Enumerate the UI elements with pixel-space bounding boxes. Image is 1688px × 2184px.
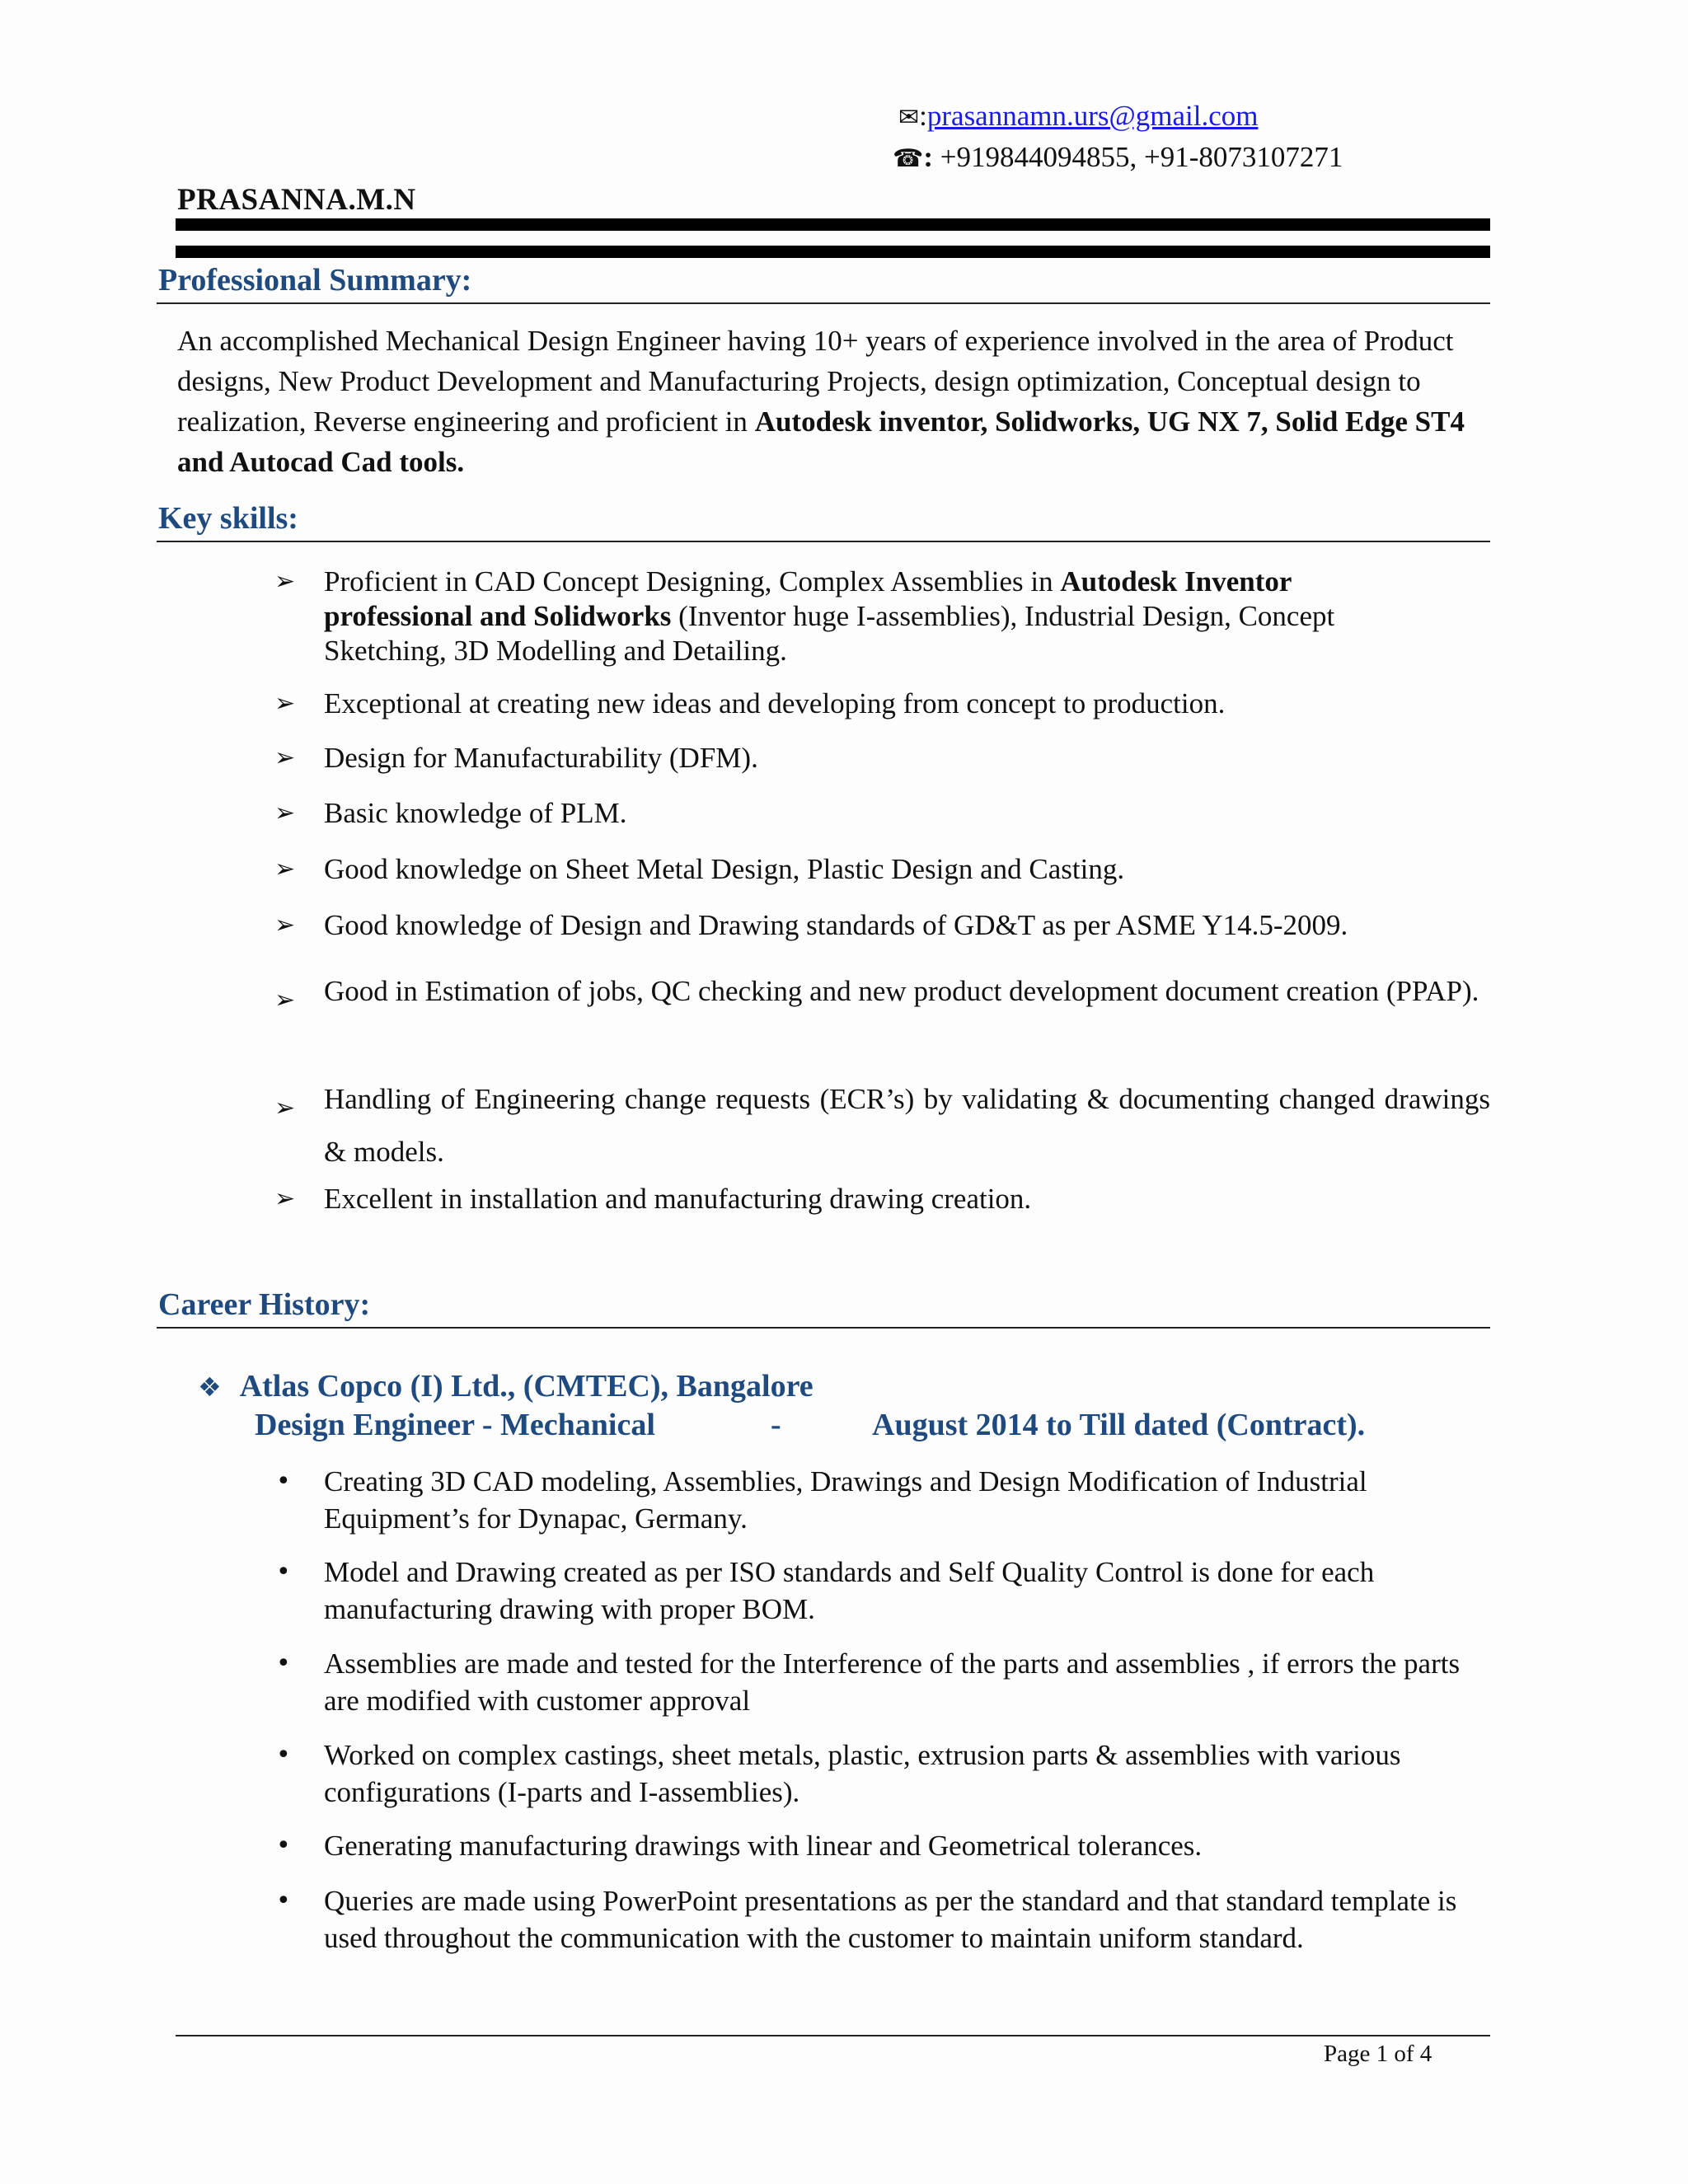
- skill-text: (Inventor huge I-assemblies), Industrial Design, Concept Sketching, 3D Modelling and Detailing.: [324, 600, 1335, 667]
- page-number: Page 1 of 4: [1324, 2041, 1432, 2067]
- arrow-bullet-icon: ➢: [274, 1184, 296, 1213]
- career-text: Generating manufacturing drawings with linear and Geometrical tolerances.: [324, 1830, 1203, 1862]
- candidate-name: PRASANNA.M.N: [177, 183, 416, 217]
- arrow-bullet-icon: ➢: [274, 799, 296, 827]
- skill-item: [274, 687, 1490, 721]
- dot-bullet-icon: •: [276, 1886, 291, 1915]
- job-period: August 2014 to Till dated (Contract).: [872, 1408, 1366, 1442]
- skill-item: [274, 965, 1490, 1018]
- skill-text: Excellent in installation and manufacturing drawing creation.: [324, 1183, 1032, 1215]
- skill-text: Basic knowledge of PLM.: [324, 797, 627, 829]
- phone-numbers: +919844094855, +91-8073107271: [940, 141, 1343, 173]
- dot-bullet-icon: •: [276, 1649, 291, 1678]
- summary-text: [177, 321, 1492, 482]
- skill-text: Good knowledge on Sheet Metal Design, Plastic Design and Casting.: [324, 853, 1125, 885]
- skill-item: [274, 565, 1395, 668]
- role-separator: -: [771, 1408, 781, 1442]
- footer-rule: [176, 2035, 1490, 2036]
- career-item: [276, 1827, 1494, 1864]
- career-text: Model and Drawing created as per ISO standards and Self Quality Control is done for each manufacturing drawing with proper BOM.: [324, 1556, 1375, 1625]
- career-item: [276, 1736, 1494, 1811]
- arrow-bullet-icon: ➢: [274, 986, 296, 1015]
- skill-item: [274, 796, 1490, 831]
- phone-line: ☎: +919844094855, +91-8073107271: [893, 141, 1343, 173]
- header-bar-top: [176, 218, 1490, 231]
- diamond-bullet-icon: ❖: [198, 1371, 222, 1403]
- career-heading: Career History:: [158, 1287, 371, 1322]
- summary-body: An accomplished Mechanical Design Engineer having 10+ years of experience involved in the area of Product designs, New Product Development and Manufacturing Projects, design optimization, Conceptual design to realization, Reverse engineering and proficient in: [177, 325, 1454, 438]
- summary-heading: Professional Summary:: [158, 263, 472, 298]
- career-item: [276, 1645, 1494, 1719]
- email-link[interactable]: prasannamn.urs@gmail.com: [926, 100, 1259, 132]
- skill-item: [274, 908, 1490, 943]
- career-text: Queries are made using PowerPoint presentations as per the standard and that standard template is used throughout the communication with the customer to maintain uniform standard.: [324, 1885, 1457, 1954]
- company-line: [198, 1368, 814, 1404]
- skill-text: Exceptional at creating new ideas and developing from concept to production.: [324, 687, 1226, 719]
- career-rule: [157, 1327, 1490, 1329]
- job-title: Design Engineer - Mechanical: [255, 1408, 655, 1442]
- dot-bullet-icon: •: [276, 1831, 291, 1860]
- dot-bullet-icon: •: [276, 1558, 291, 1586]
- career-text: Worked on complex castings, sheet metals, plastic, extrusion parts & assemblies with various configurations (I-parts and I-assemblies).: [324, 1739, 1401, 1808]
- career-item: [276, 1554, 1494, 1628]
- dot-bullet-icon: •: [276, 1467, 291, 1496]
- skill-text: Good in Estimation of jobs, QC checking and new product development document creation (PPAP).: [324, 975, 1479, 1007]
- skill-item: [274, 1182, 1490, 1216]
- summary-rule: [157, 302, 1490, 304]
- company-name: Atlas Copco (I) Ltd., (CMTEC), Bangalore: [239, 1369, 814, 1404]
- skills-heading: Key skills:: [158, 501, 298, 536]
- skills-rule: [157, 541, 1490, 542]
- career-text: Assemblies are made and tested for the Interference of the parts and assemblies , if errors the parts are modified with customer approval: [324, 1647, 1461, 1717]
- phone-icon: ☎: [893, 144, 924, 173]
- arrow-bullet-icon: ➢: [274, 567, 296, 596]
- career-item: [276, 1882, 1494, 1957]
- skill-item: [274, 852, 1490, 887]
- skill-text: Proficient in CAD Concept Designing, Complex Assemblies in: [324, 565, 1061, 598]
- dot-bullet-icon: •: [276, 1741, 291, 1769]
- arrow-bullet-icon: ➢: [274, 743, 296, 772]
- skill-text: Design for Manufacturability (DFM).: [324, 742, 758, 774]
- arrow-bullet-icon: ➢: [274, 911, 296, 940]
- skill-text: Good knowledge of Design and Drawing standards of GD&T as per ASME Y14.5-2009.: [324, 909, 1348, 941]
- email-line: ✉:prasannamn.urs@gmail.com: [898, 100, 1259, 132]
- career-text: Creating 3D CAD modeling, Assemblies, Drawings and Design Modification of Industrial Equipment’s for Dynapac, Germany.: [324, 1465, 1367, 1535]
- career-item: [276, 1463, 1494, 1537]
- arrow-bullet-icon: ➢: [274, 855, 296, 883]
- header-bar-bottom: [176, 246, 1490, 258]
- skill-bold-text: Autodesk Inventor professional and Solidworks: [324, 565, 1292, 632]
- skill-item: [274, 1073, 1490, 1179]
- arrow-bullet-icon: ➢: [274, 1094, 296, 1122]
- skill-text: Handling of Engineering change requests (ECR’s) by validating & documenting changed drawings & models.: [324, 1083, 1490, 1168]
- skill-item: [274, 741, 1490, 776]
- envelope-icon: ✉: [898, 103, 920, 132]
- arrow-bullet-icon: ➢: [274, 689, 296, 718]
- summary-tools: Autodesk inventor, Solidworks, UG NX 7, Solid Edge ST4 and Autocad Cad tools.: [177, 405, 1465, 478]
